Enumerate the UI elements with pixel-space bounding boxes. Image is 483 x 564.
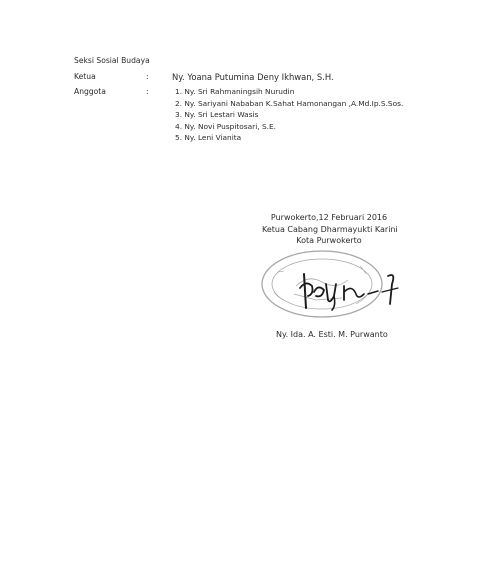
signature-block xyxy=(262,212,396,247)
members-colon: : xyxy=(146,87,149,96)
official-stamp-icon xyxy=(262,251,382,317)
member-list xyxy=(175,86,403,144)
chair-colon: : xyxy=(146,72,149,81)
list-item: 1. Ny. Sri Rahmaningsih Nurudin xyxy=(175,87,295,96)
signer-position: Ketua Cabang Dharmayukti Karini xyxy=(262,224,398,234)
chair-name: Ny. Yoana Putumina Deny Ikhwan, S.H. xyxy=(172,72,334,82)
chair-label: Ketua xyxy=(74,72,96,81)
list-item: 2. Ny. Sariyani Nababan K.Sahat Hamonangan ,A.Md.Ip.S.Sos. xyxy=(175,98,404,108)
members-label: Anggota xyxy=(74,87,106,96)
list-item: 4. Ny. Novi Puspitosari, S.E. xyxy=(175,121,277,131)
signer-name: Ny. Ida. A. Esti. M. Purwanto xyxy=(276,330,388,339)
signer-city: Kota Purwokerto xyxy=(296,236,362,246)
place-date: Purwokerto,12 Februari 2016 xyxy=(270,213,388,222)
section-title: Seksi Sosial Budaya xyxy=(74,56,150,65)
list-item: 3. Ny. Sri Lestari Wasis xyxy=(175,110,259,120)
stamp-signature-icon xyxy=(256,244,420,324)
list-item: 5. Ny. Leni Vianita xyxy=(175,133,242,143)
